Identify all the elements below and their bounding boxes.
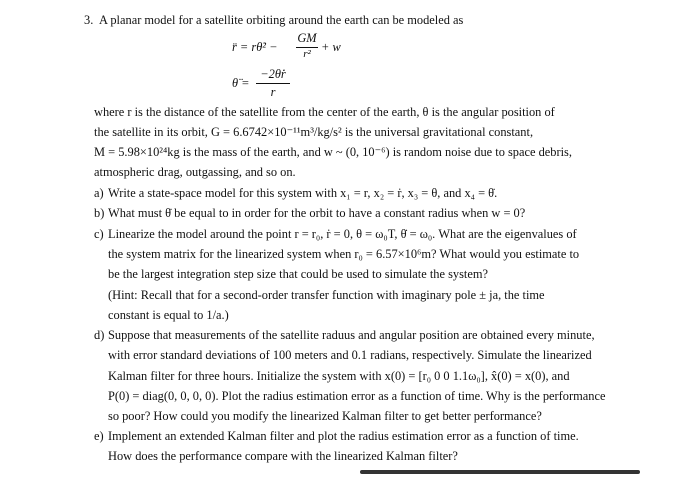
part-d-line-5: so poor? How could you modify the linearized Kalman filter to get better performance?	[108, 409, 542, 423]
part-c-line-2: the system matrix for the linearized system when r₀ = 6.57×10⁶m? What would you estimate to	[108, 247, 580, 261]
desc-line-4: atmospheric drag, outgassing, and so on.	[94, 165, 296, 179]
eq2-numerator: −2θ̇ṙ	[260, 67, 286, 81]
part-c-line-5: constant is equal to 1/a.)	[108, 308, 229, 322]
part-e-line-1: Implement an extended Kalman filter and plot the radius estimation error as a function of time.	[108, 429, 579, 443]
part-a-line-1: Write a state-space model for this system with x₁ = r, x₂ = ṙ, x₃ = θ, and x₄ = θ̇.	[108, 186, 498, 200]
eq1-denominator: r²	[303, 48, 311, 60]
eq1-tail: + w	[321, 40, 341, 54]
part-d-line-2: with error standard deviations of 100 meters and 0.1 radians, respectively. Simulate the linearized	[108, 348, 592, 362]
part-c-line-1: Linearize the model around the point r = r₀, ṙ = 0, θ = ω₀T, θ̇ = ω₀. What are the eigenvalues of	[108, 227, 577, 241]
eq2-fraction-bar	[256, 83, 290, 84]
problem-number: 3.	[84, 13, 94, 27]
desc-line-2: the satellite in its orbit, G = 6.6742×10⁻¹¹m³/kg/s² is the universal gravitational constant,	[94, 125, 534, 139]
part-c-line-4: (Hint: Recall that for a second-order transfer function with imaginary pole ± ja, the time	[108, 288, 545, 302]
part-a-label: a)	[94, 186, 104, 200]
problem-intro: A planar model for a satellite orbiting around the earth can be modeled as	[99, 13, 464, 27]
eq2-denominator: r	[270, 85, 276, 99]
part-c-label: c)	[94, 227, 104, 241]
part-e-line-2: How does the performance compare with the linearized Kalman filter?	[108, 449, 458, 463]
horizontal-scrollbar[interactable]	[360, 470, 640, 474]
eq1-numerator: GM	[297, 31, 317, 45]
part-b-line-1: What must θ̇ be equal to in order for the orbit to have a constant radius when w = 0?	[108, 206, 526, 220]
desc-line-1: where r is the distance of the satellite from the center of the earth, θ is the angular position of	[94, 105, 555, 119]
part-b-label: b)	[94, 206, 105, 220]
part-d-line-4: P(0) = diag(0, 0, 0, 0). Plot the radius estimation error as a function of time. Why is the performance	[108, 389, 606, 403]
part-e-label: e)	[94, 429, 104, 443]
part-c-line-3: be the largest integration step size that could be used to simulate the system?	[108, 267, 488, 281]
part-d-line-3: Kalman filter for three hours. Initialize the system with x(0) = [r₀ 0 0 1.1ω₀], x̂(0) = x(0), and	[108, 369, 570, 383]
desc-line-3: M = 5.98×10²⁴kg is the mass of the earth, and w ~ (0, 10⁻⁶) is random noise due to space debris,	[94, 145, 572, 159]
part-d-line-1: Suppose that measurements of the satellite raduus and angular position are obtained every minute,	[108, 328, 595, 342]
eq2-lhs: θ̈ =	[232, 76, 250, 90]
eq1-lhs: r̈ = rθ̇² −	[232, 40, 278, 54]
part-d-label: d)	[94, 328, 105, 342]
